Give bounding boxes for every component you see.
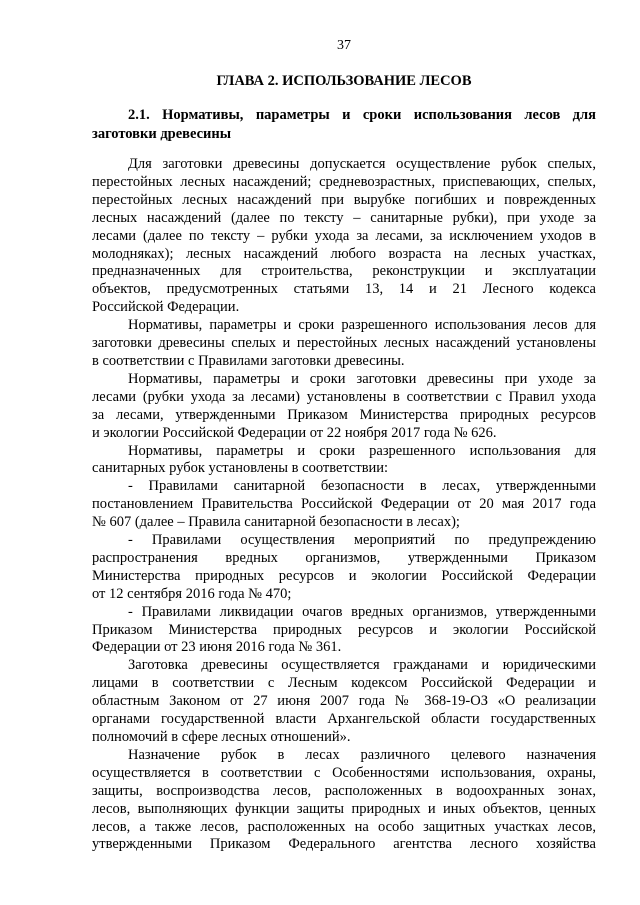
paragraph-line: органами государственной власти Архангельской области государственных xyxy=(92,711,596,728)
section-title-line: заготовки древесины xyxy=(92,126,232,142)
paragraph xyxy=(92,747,596,854)
paragraph xyxy=(92,657,596,747)
paragraph xyxy=(92,604,596,658)
page-number: 37 xyxy=(337,38,351,53)
chapter-title: ГЛАВА 2. ИСПОЛЬЗОВАНИЕ ЛЕСОВ xyxy=(216,73,472,89)
body-text xyxy=(92,156,596,854)
paragraph-line: защиты, воспроизводства лесов, расположенных в водоохранных зонах, xyxy=(92,782,596,799)
paragraph-line: и экологии Российской Федерации от 22 ноября 2017 года № 626. xyxy=(92,424,497,441)
paragraph-line: лесами (далее по тексту – рубки ухода за лесами, за исключением уходов в xyxy=(92,227,596,244)
paragraph-line: в соответствии с Правилами заготовки древесины. xyxy=(92,352,405,369)
paragraph-line: Нормативы, параметры и сроки разрешенного использования лесов для xyxy=(128,317,596,334)
paragraph-line: заготовки древесины спелых и перестойных лесных насаждений установлены xyxy=(92,335,596,352)
paragraph-line: утвержденными Приказом Федерального агентства лесного хозяйства xyxy=(92,836,596,853)
paragraph-line: перестойных лесных насаждений; средневозрастных, приспевающих, спелых, xyxy=(92,173,596,190)
paragraph-line: Нормативы, параметры и сроки заготовки древесины при уходе за xyxy=(128,370,596,387)
paragraph-line: Федерации от 23 июня 2016 года № 361. xyxy=(92,639,342,656)
paragraph-line: лесами (рубки ухода за лесами) установлены в соответствии с Правил ухода xyxy=(92,388,596,405)
paragraph xyxy=(92,156,596,317)
paragraph xyxy=(92,371,596,443)
paragraph-line: постановлением Правительства Российской Федерации от 20 мая 2017 года xyxy=(92,496,596,513)
paragraph-line: от 12 сентября 2016 года № 470; xyxy=(92,585,292,602)
paragraph-line: санитарных рубок установлены в соответствии: xyxy=(92,460,389,477)
paragraph xyxy=(92,317,596,371)
paragraph-line: областным Законом от 27 июня 2007 года № 368-19-ОЗ «О реализации xyxy=(92,693,596,710)
paragraph-line: Министерства природных ресурсов и экологии Российской Федерации xyxy=(92,567,596,584)
paragraph-line: лесов, а также лесов, расположенных на особо защитных участках лесов, xyxy=(92,818,596,835)
paragraph-line: Приказом Министерства природных ресурсов и экологии Российской xyxy=(92,621,596,638)
paragraph-line: № 607 (далее – Правила санитарной безопасности в лесах); xyxy=(92,514,460,531)
paragraph-line: Для заготовки древесины допускается осуществление рубок спелых, xyxy=(128,156,596,172)
section-title xyxy=(92,106,596,144)
paragraph-line: - Правилами санитарной безопасности в лесах, утвержденными xyxy=(128,478,596,495)
paragraph xyxy=(92,532,596,604)
paragraph-line: лесных насаждений (далее по тексту – санитарные рубки), при уходе за xyxy=(92,209,596,226)
paragraph-line: Нормативы, параметры и сроки разрешенного использования для xyxy=(128,442,596,459)
paragraph-line: Назначение рубок в лесах различного целевого назначения xyxy=(128,746,596,763)
paragraph-line: объектов, предусмотренных статьями 13, 14 и 21 Лесного кодекса xyxy=(92,281,596,298)
paragraph-line: перестойных лесных насаждений при вырубке погибших и поврежденных xyxy=(92,191,596,208)
paragraph-line: за лесами, утвержденными Приказом Министерства природных ресурсов xyxy=(92,406,596,423)
paragraph-line: осуществляется в соответствии с Особенностями использования, охраны, xyxy=(92,764,596,781)
paragraph-line: - Правилами осуществления мероприятий по предупреждению xyxy=(128,532,596,549)
paragraph-line: Заготовка древесины осуществляется гражданами и юридическими xyxy=(128,657,596,674)
paragraph xyxy=(92,443,596,479)
paragraph-line: лесов, выполняющих функции защиты природных и иных объектов, ценных xyxy=(92,800,596,817)
paragraph-line: Российской Федерации. xyxy=(92,299,240,316)
paragraph-line: - Правилами ликвидации очагов вредных организмов, утвержденными xyxy=(128,603,596,620)
paragraph xyxy=(92,478,596,532)
paragraph-line: полномочий в сфере лесных отношений». xyxy=(92,729,351,745)
paragraph-line: распространения вредных организмов, утвержденными Приказом xyxy=(92,549,596,566)
paragraph-line: лицами в соответствии с Лесным кодексом Российской Федерации и xyxy=(92,675,596,692)
paragraph-line: молодняках); лесных насаждений любого возраста на лесных участках, xyxy=(92,245,596,262)
section-title-line: 2.1. Нормативы, параметры и сроки использования лесов для xyxy=(128,107,596,123)
paragraph-line: предназначенных для строительства, реконструкции и эксплуатации xyxy=(92,263,596,280)
